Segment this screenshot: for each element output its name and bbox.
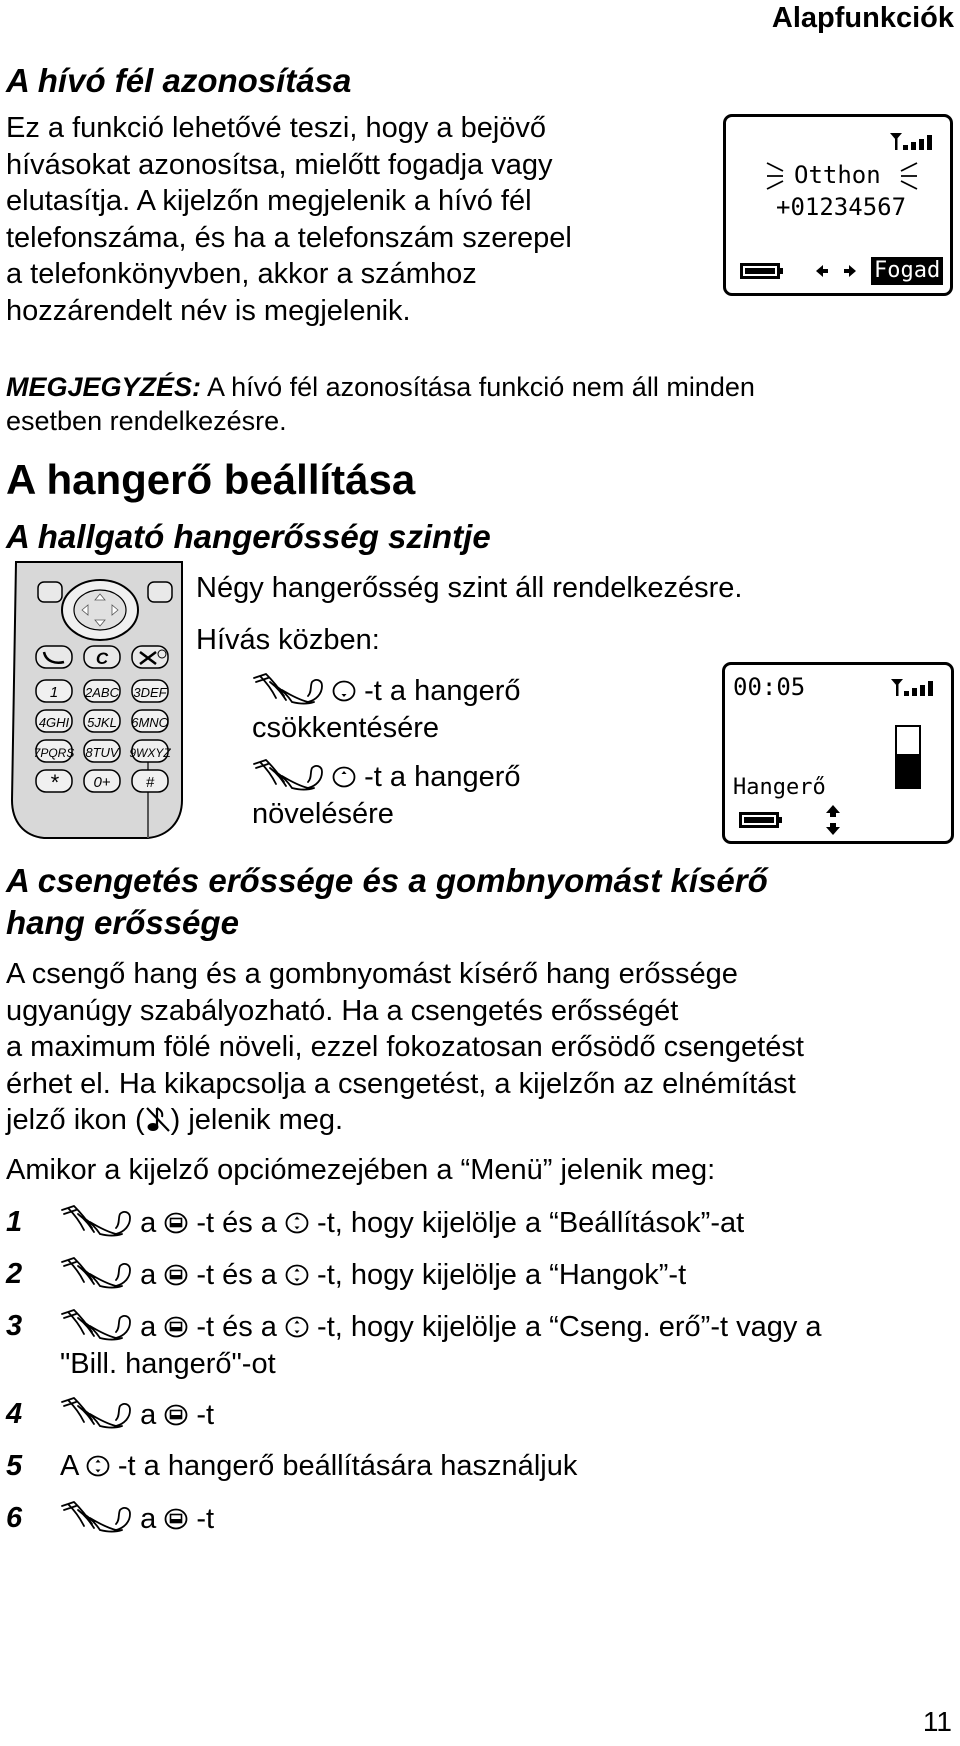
text-line: A csengő hang és a gombnyomást kísérő hang erőssége — [6, 958, 738, 990]
step-number: 4 — [6, 1398, 23, 1430]
step-text: "Bill. hangerő"-ot — [60, 1348, 276, 1380]
step-text: -t — [196, 1503, 215, 1535]
text-line: Ez a funkció lehetővé teszi, hogy a bejövő — [6, 112, 547, 144]
caller-id-paragraph — [6, 110, 646, 329]
note-label: MEGJEGYZÉS: — [6, 372, 202, 402]
softkey-icon — [164, 1211, 188, 1235]
volume-level-fill — [897, 754, 919, 787]
text-line: a telefonkönyvben, akkor a számhoz — [6, 258, 477, 290]
key-label: * — [49, 770, 59, 795]
text-line: telefonszáma, és ha a telefonszám szerepel — [6, 221, 572, 254]
incoming-call-display — [723, 114, 953, 296]
key-label: 2ABC — [85, 685, 119, 700]
text-line: hívásokat azonosítsa, mielőtt fogadja vagy — [6, 148, 553, 181]
caller-number: +01234567 — [776, 193, 907, 221]
ringing-right-icon — [897, 159, 919, 193]
nav-updown-key-icon — [285, 1315, 309, 1339]
ringing-left-icon — [765, 159, 787, 193]
press-hand-icon — [252, 758, 324, 792]
volume-up-text-cont: növelésére — [252, 797, 394, 830]
step-text: a — [140, 1503, 157, 1535]
press-hand-icon — [60, 1396, 132, 1430]
step-text: -t és a — [196, 1207, 277, 1239]
volume-label: Hangerő — [733, 775, 826, 800]
nav-up-key-icon — [332, 765, 356, 789]
note-text: A hívó fél azonosítása funkció nem áll minden — [201, 372, 755, 402]
volume-up-text: -t a hangerő — [364, 761, 521, 793]
key-label: 4GHI — [38, 715, 70, 730]
step-number: 5 — [6, 1450, 23, 1482]
step-text: -t, hogy kijelölje a “Hangok”-t — [317, 1259, 687, 1291]
ring-volume-title-line: hang erőssége — [6, 904, 239, 941]
text-line: jelző ikon ( — [6, 1104, 145, 1136]
key-label: # — [145, 774, 155, 791]
battery-icon — [738, 810, 782, 830]
caller-name: Otthon — [794, 161, 881, 189]
step-text: -t, hogy kijelölje a “Beállítások”-at — [317, 1207, 745, 1239]
volume-down-text: -t a hangerő — [364, 675, 521, 707]
step-number: 6 — [6, 1502, 23, 1534]
press-hand-icon — [60, 1308, 132, 1342]
step-text: a — [140, 1207, 157, 1239]
text-line: ) jelenik meg. — [170, 1104, 344, 1136]
signal-icon — [889, 131, 939, 151]
silent-mode-icon — [145, 1104, 171, 1134]
key-label: 0+ — [93, 774, 111, 791]
ring-volume-title — [6, 860, 768, 944]
volume-title: A hangerő beállítása — [6, 456, 416, 503]
signal-icon — [890, 677, 940, 697]
nav-updown-key-icon — [285, 1211, 309, 1235]
volume-display — [722, 662, 954, 844]
ring-volume-title-line: A csengetés erőssége és a gombnyomást kísérő — [6, 862, 768, 899]
softkey-icon — [164, 1403, 188, 1427]
caller-id-note — [6, 370, 906, 438]
step-text: A — [60, 1450, 78, 1482]
caller-id-title: A hívó fél azonosítása — [6, 62, 352, 99]
ring-volume-paragraph — [6, 956, 946, 1139]
step-text: -t, hogy kijelölje a “Cseng. erő”-t vagy a — [317, 1311, 822, 1343]
phone-keypad-illustration — [8, 560, 188, 840]
press-hand-icon — [60, 1204, 132, 1238]
svg-text:C: C — [95, 649, 109, 668]
volume-up-instruction — [252, 758, 521, 832]
left-right-arrows-icon — [814, 262, 858, 280]
menu-intro: Amikor a kijelző opciómezejében a “Menü” jelenik meg: — [6, 1154, 716, 1186]
step-number: 2 — [6, 1258, 23, 1290]
up-down-arrows-icon — [823, 804, 843, 836]
battery-icon — [739, 261, 783, 281]
earpiece-volume-subtitle: A hallgató hangerősség szintje — [6, 518, 491, 555]
step-number: 3 — [6, 1310, 23, 1342]
nav-updown-key-icon — [285, 1263, 309, 1287]
key-label: 6MNO — [131, 715, 169, 730]
step-text: -t és a — [196, 1259, 277, 1291]
during-call-text: Hívás közben: — [196, 624, 380, 656]
nav-down-key-icon — [332, 679, 356, 703]
step-text: a — [140, 1259, 157, 1291]
text-line: hozzárendelt név is megjelenik. — [6, 294, 411, 327]
text-line: érhet el. Ha kikapcsolja a csengetést, a kijelzőn az elnémítást — [6, 1067, 796, 1100]
call-timer: 00:05 — [733, 673, 806, 701]
answer-softkey[interactable]: Fogad — [871, 257, 943, 285]
note-text-cont: esetben rendelkezésre. — [6, 406, 287, 436]
key-label: 8TUV — [85, 745, 119, 760]
text-line: ugyanúgy szabályozható. Ha a csengetés erősségét — [6, 994, 679, 1027]
volume-down-text-cont: csökkentésére — [252, 711, 439, 744]
press-hand-icon — [60, 1500, 132, 1534]
step-text: -t és a — [196, 1311, 277, 1343]
key-label: 1 — [49, 684, 59, 701]
volume-down-instruction — [252, 672, 521, 746]
key-label: 3DEF — [133, 685, 167, 700]
press-hand-icon — [252, 672, 324, 706]
text-line: elutasítja. A kijelzőn megjelenik a hívó fél — [6, 185, 532, 217]
section-header: Alapfunkciók — [771, 2, 954, 34]
softkey-icon — [164, 1263, 188, 1287]
key-label: 5JKL — [87, 715, 117, 730]
softkey-icon — [164, 1507, 188, 1531]
nav-updown-key-icon — [86, 1454, 110, 1478]
volume-level-bar — [895, 725, 921, 789]
volume-levels-text: Négy hangerősség szint áll rendelkezésre. — [196, 572, 743, 604]
step-text: -t a hangerő beállítására használjuk — [117, 1450, 578, 1482]
text-line: a maximum fölé növeli, ezzel fokozatosan erősödő csengetést — [6, 1031, 804, 1063]
page-number: 11 — [922, 1706, 952, 1737]
step-text: -t — [196, 1399, 215, 1431]
softkey-icon — [164, 1315, 188, 1339]
press-hand-icon — [60, 1256, 132, 1290]
key-label: 9WXYZ — [129, 746, 171, 760]
step-text: a — [140, 1311, 157, 1343]
step-number: 1 — [6, 1206, 23, 1238]
key-label: 7PQRS — [33, 746, 75, 760]
step-text: a — [140, 1399, 157, 1431]
